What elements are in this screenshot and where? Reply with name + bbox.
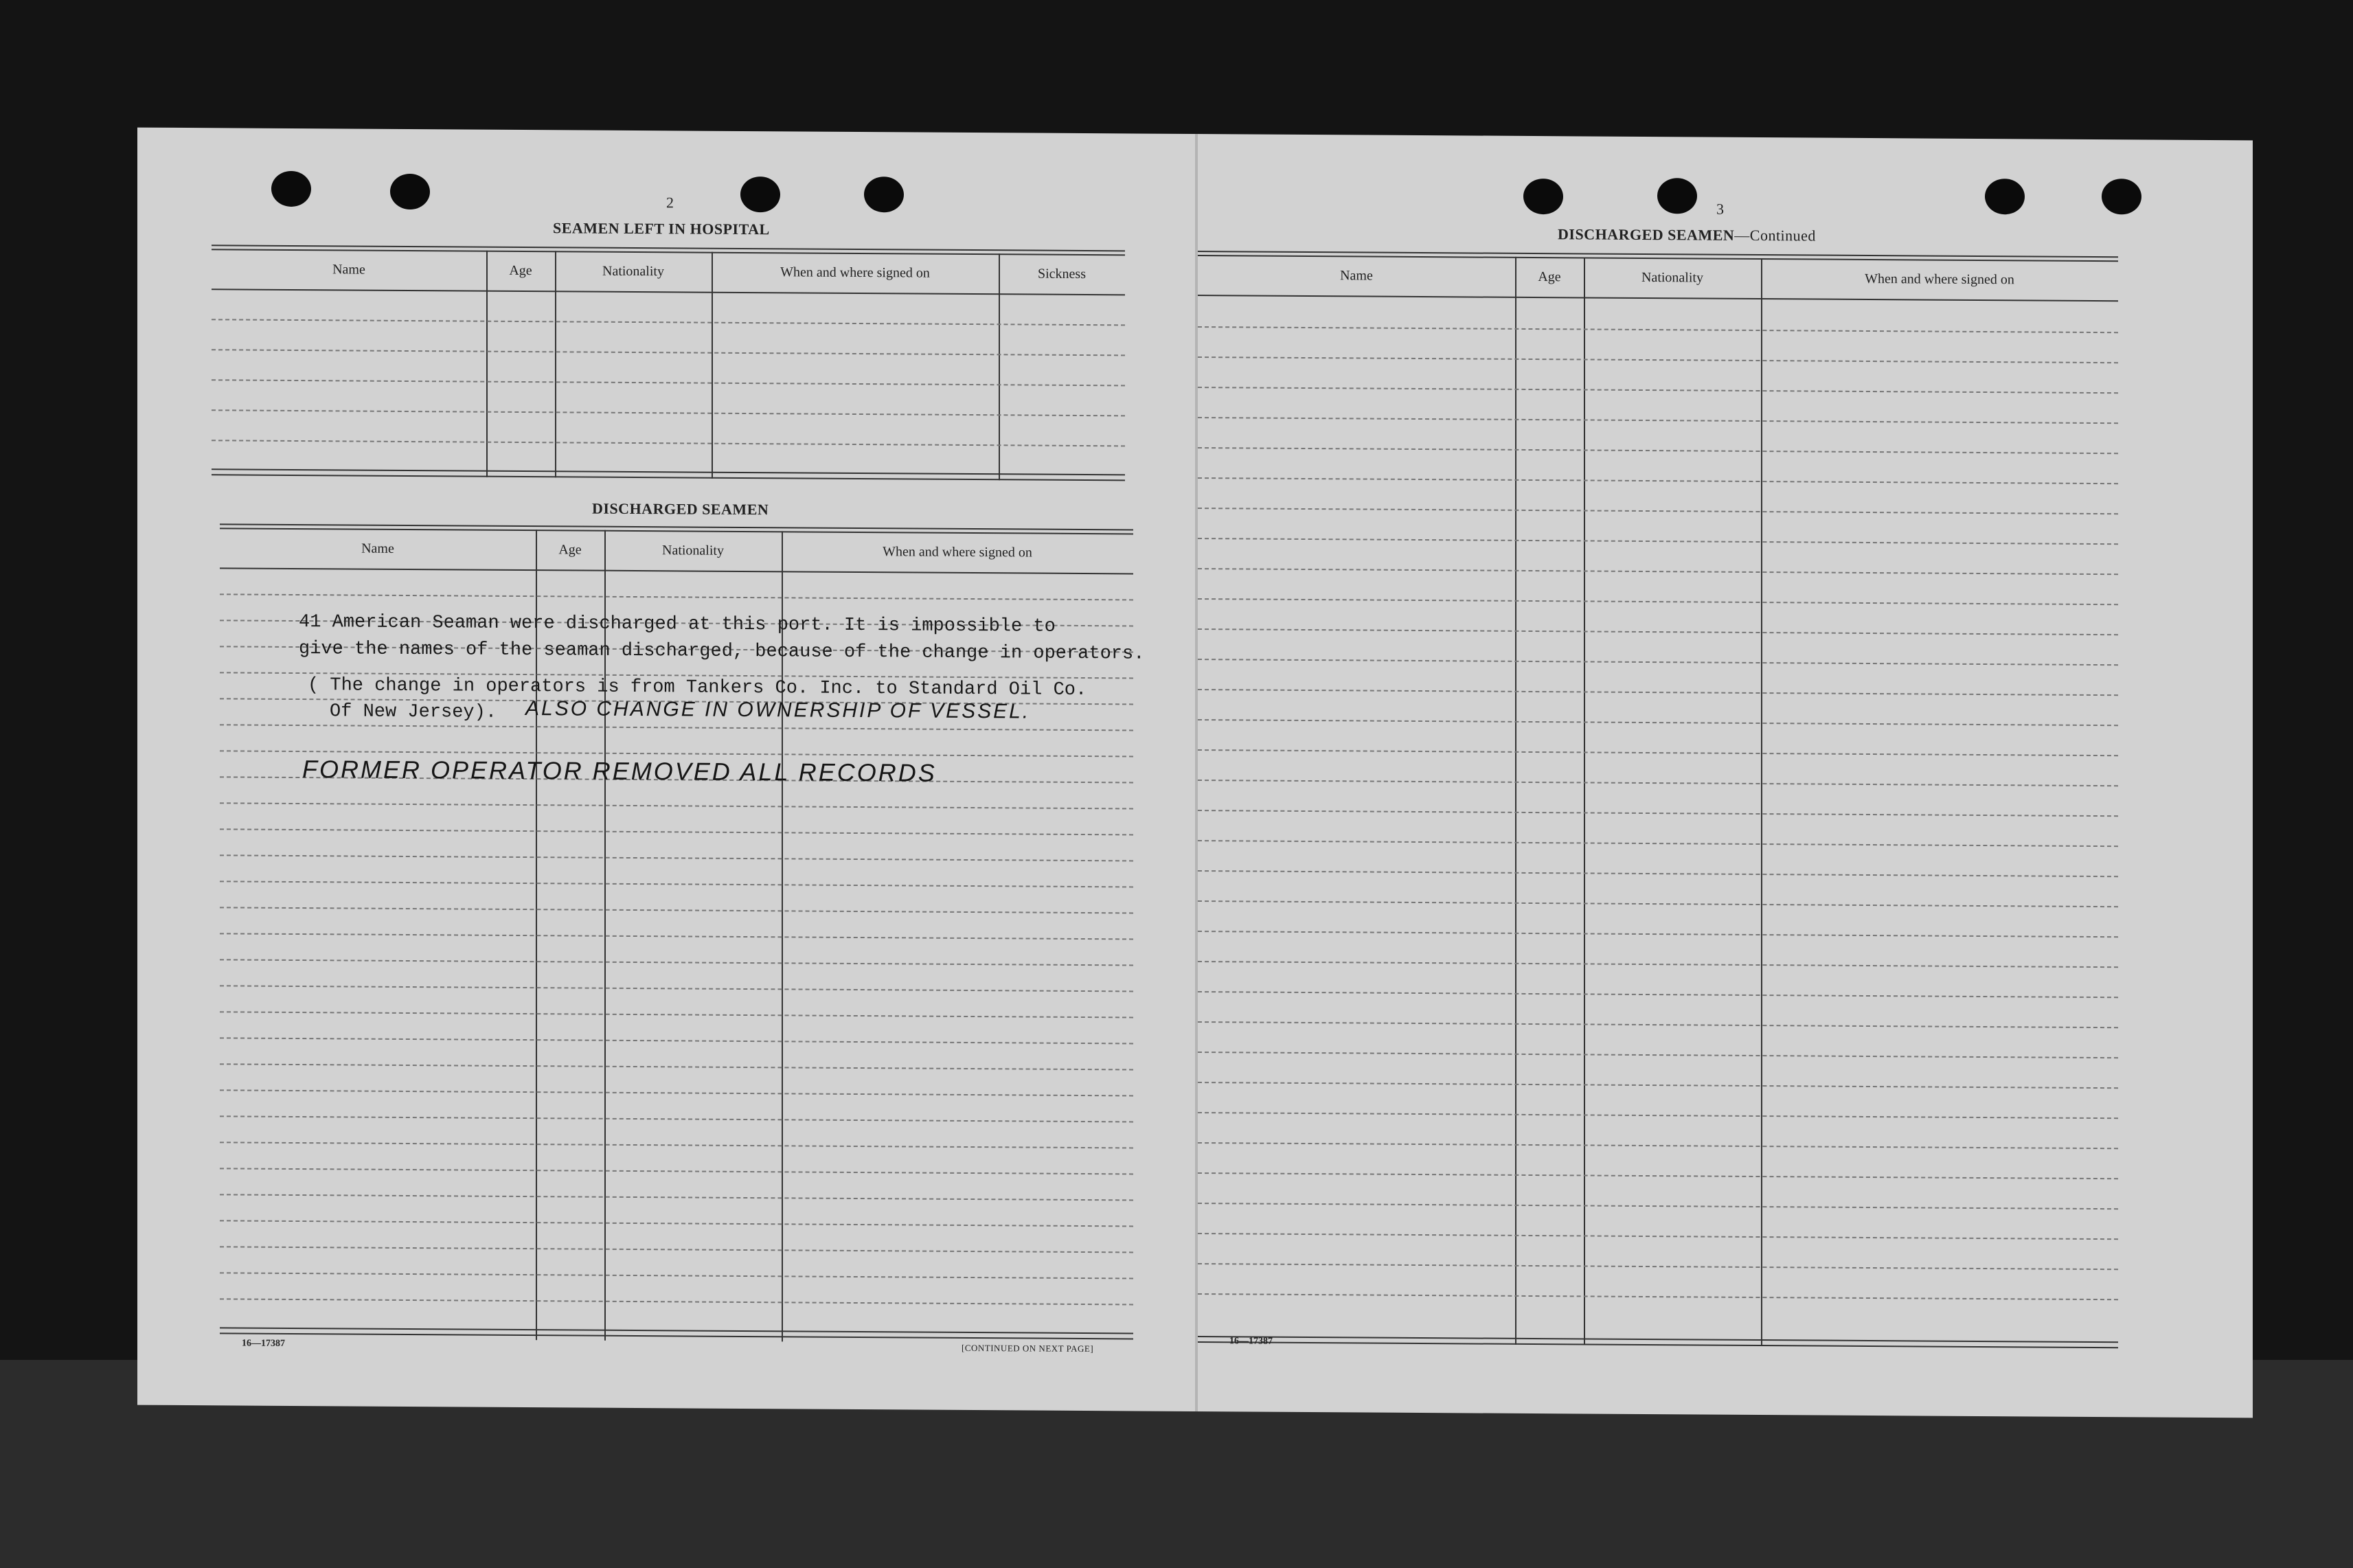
title-main: DISCHARGED SEAMEN bbox=[1558, 225, 1735, 244]
discharged-section-title: DISCHARGED SEAMEN bbox=[592, 499, 769, 519]
column-header: Age bbox=[1538, 269, 1561, 285]
column-header: When and where signed on bbox=[780, 264, 930, 281]
form-number: 16—17387 bbox=[242, 1338, 285, 1349]
hospital-table bbox=[212, 245, 1125, 484]
column-header: Name bbox=[361, 541, 394, 556]
typed-line: ( The change in operators is from Tankers Co. Inc. to Standard Oil Co. bbox=[308, 675, 1087, 701]
typed-line: Of New Jersey). bbox=[330, 701, 497, 723]
right-page bbox=[1198, 134, 2253, 1418]
column-header: Age bbox=[509, 262, 532, 279]
column-header: Age bbox=[558, 542, 582, 558]
continued-note: [CONTINUED ON NEXT PAGE] bbox=[962, 1342, 1094, 1354]
column-header: Name bbox=[332, 262, 365, 277]
column-header: When and where signed on bbox=[1865, 271, 2014, 288]
column-header: Nationality bbox=[662, 543, 724, 558]
document-spread bbox=[137, 128, 2253, 1418]
left-page bbox=[137, 128, 1195, 1411]
column-header: When and where signed on bbox=[883, 544, 1032, 560]
column-header: Nationality bbox=[602, 263, 664, 280]
discharged-continued-table bbox=[1198, 251, 2118, 1355]
discharged-continued-title bbox=[1558, 225, 1816, 245]
column-header: Nationality bbox=[1641, 269, 1703, 286]
title-continued: —Continued bbox=[1734, 226, 1816, 245]
page-number: 3 bbox=[1716, 200, 1724, 218]
handwritten-note: FORMER OPERATOR REMOVED ALL RECORDS bbox=[302, 755, 937, 787]
handwritten-note: ALSO CHANGE IN OWNERSHIP OF VESSEL. bbox=[525, 697, 1031, 723]
typed-line: 41 American Seaman were discharged at this port. It is impossible to bbox=[299, 612, 1056, 637]
page-number: 2 bbox=[666, 194, 674, 212]
hospital-section-title: SEAMEN LEFT IN HOSPITAL bbox=[553, 219, 770, 238]
column-header: Name bbox=[1340, 268, 1373, 284]
typed-line: give the names of the seaman discharged, because of the change in operators. bbox=[299, 639, 1145, 665]
form-number: 16—17387 bbox=[1229, 1336, 1273, 1347]
column-header: Sickness bbox=[1038, 266, 1086, 282]
